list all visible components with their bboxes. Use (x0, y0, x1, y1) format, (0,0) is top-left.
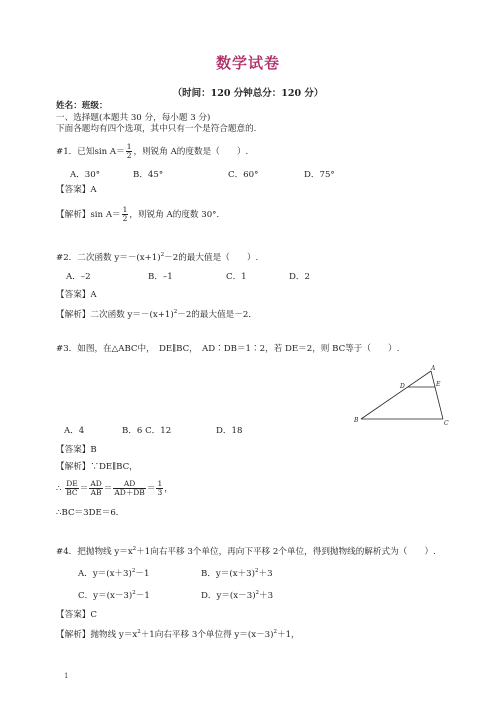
math-expression: sin A＝ (94, 147, 125, 157)
fraction-denominator: AB (90, 488, 102, 497)
math-expression: sin A＝ (90, 210, 121, 220)
option-d (201, 588, 273, 602)
fraction (156, 480, 163, 497)
option-c: C．60° (228, 170, 259, 180)
triangle-figure (353, 367, 448, 427)
fraction-denominator: 3 (157, 488, 163, 497)
fraction (122, 206, 129, 223)
question-text: #2．二次函数 y＝－(x+1) (56, 253, 161, 263)
exponent: 2 (132, 590, 136, 596)
side-ac (431, 371, 443, 419)
point-label-d: D (400, 383, 405, 390)
option-a: A．–2 (66, 272, 91, 282)
fraction (89, 480, 102, 497)
analysis: 【解析】∵DE∥BC， (56, 462, 138, 472)
math-expression: y＝(x－3) (216, 591, 256, 601)
analysis-text: 【解析】二次函数 y＝－(x+1) (56, 310, 174, 320)
exponent: 2 (137, 629, 141, 635)
option-c: C．1 (226, 272, 247, 282)
student-info-label: 姓名：班级： (56, 101, 108, 111)
analysis: ∴BC＝3DE＝6． (56, 508, 125, 518)
therefore-symbol: ∴ (56, 484, 62, 494)
page-number: 1 (64, 672, 69, 680)
analysis (56, 627, 300, 641)
option-b: B．45° (133, 170, 164, 180)
answer: 【答案】A (56, 290, 97, 300)
exam-meta: （时间：120 分钟总分：120 分） (172, 88, 324, 99)
question-text: －2的最大值是（ ）. (164, 253, 259, 263)
option-b (201, 566, 273, 580)
option-a (78, 566, 149, 580)
fraction-numerator: 1 (122, 205, 128, 214)
option-a: A．30° (70, 170, 101, 180)
exponent: 2 (132, 546, 137, 552)
question-text: #4．把抛物线 y＝x (56, 547, 133, 557)
analysis-proportion: ∴ $\frac{DE}{BC}$ ＝ $\frac{AD}{AB}$ ＝ $\frac{AD}{AD+DB}$ ＝ $\frac{1}{3}$ ， (56, 479, 173, 497)
analysis-label: 【解析】 (56, 210, 91, 220)
side-ab (361, 371, 431, 419)
page-title: 数学试卷 (215, 54, 280, 72)
math-expression: ＋3 (258, 569, 273, 579)
answer: 【答案】C (56, 610, 97, 620)
vertex-label-b: B (354, 417, 359, 424)
exponent: 2 (255, 590, 260, 596)
question-2-stem (56, 250, 258, 264)
fraction-denominator: 2 (122, 214, 128, 223)
fraction-denominator: AD＋DB (114, 488, 145, 497)
fraction (113, 480, 145, 497)
fraction-denominator: BC (66, 488, 78, 497)
question-text: ，则锐角 A的度数是（ ）. (133, 147, 249, 157)
point-label-e: E (436, 381, 441, 388)
math-expression: ＋3 (259, 591, 274, 601)
option-label: C． (78, 591, 94, 601)
fraction-numerator: 1 (126, 142, 132, 151)
analysis-text: －2的最大值是－2． (177, 310, 257, 320)
math-expression: y＝(x－3) (93, 591, 133, 601)
question-4-stem (56, 544, 436, 558)
math-expression: y＝(x＋3) (92, 569, 132, 579)
fraction-numerator: DE (66, 479, 78, 488)
analysis (56, 206, 225, 223)
option-b: B．–1 (148, 272, 173, 282)
question-text: ＋1向右平移 3个单位，再向下平移 2个单位，得到抛物线的解析式为（ ）. (136, 547, 436, 557)
answer: 【答案】B (56, 445, 97, 455)
math-expression: －1 (135, 569, 150, 579)
analysis-text: ＋1， (277, 630, 300, 640)
option-a: A．4 (64, 426, 85, 436)
section-instructions: 下面各题均有四个选项，其中只有一个是符合题意的. (56, 124, 257, 134)
exponent: 2 (273, 629, 277, 635)
option-label: B． (201, 569, 216, 579)
option-label: D． (201, 591, 217, 601)
answer: 【答案】A (56, 185, 97, 195)
option-d: D．75° (304, 170, 335, 180)
option-label: A． (78, 569, 93, 579)
fraction (65, 480, 79, 497)
question-1-stem (56, 143, 248, 160)
option-d: D．18 (216, 426, 243, 436)
analysis-text: 【解析】抛物线 y＝x (56, 630, 138, 640)
fraction-numerator: 1 (157, 479, 163, 488)
question-3-stem: #3．如图，在△ABC中， DE∥BC， AD∶DB＝1∶2，若 DE＝2，则 BC等于（ ）. (56, 344, 400, 354)
math-expression: y＝(x＋3) (215, 569, 255, 579)
section-heading: 一、选择题(本题共 30 分，每小题 3 分) (56, 113, 211, 123)
fraction-denominator: 2 (126, 151, 132, 160)
exponent: 2 (131, 568, 136, 574)
fraction (126, 143, 133, 160)
question-number: #1．已知 (56, 147, 95, 157)
option-d: D．2 (289, 272, 310, 282)
vertex-label-c: C (444, 420, 449, 427)
exponent: 2 (160, 252, 165, 258)
exponent: 2 (254, 568, 259, 574)
fraction-numerator: AD (113, 480, 145, 489)
vertex-label-a: A (431, 365, 436, 372)
option-c (78, 588, 150, 602)
exponent: 2 (173, 309, 178, 315)
analysis-text: ，则锐角 A的度数 30°． (129, 210, 226, 220)
fraction-numerator: AD (90, 479, 102, 488)
option-b-c: B．6 C．12 (122, 426, 172, 436)
analysis (56, 307, 257, 321)
math-expression: －1 (135, 591, 150, 601)
analysis-text: ＋1向右平移 3个单位得 y＝(x－3) (140, 630, 274, 640)
